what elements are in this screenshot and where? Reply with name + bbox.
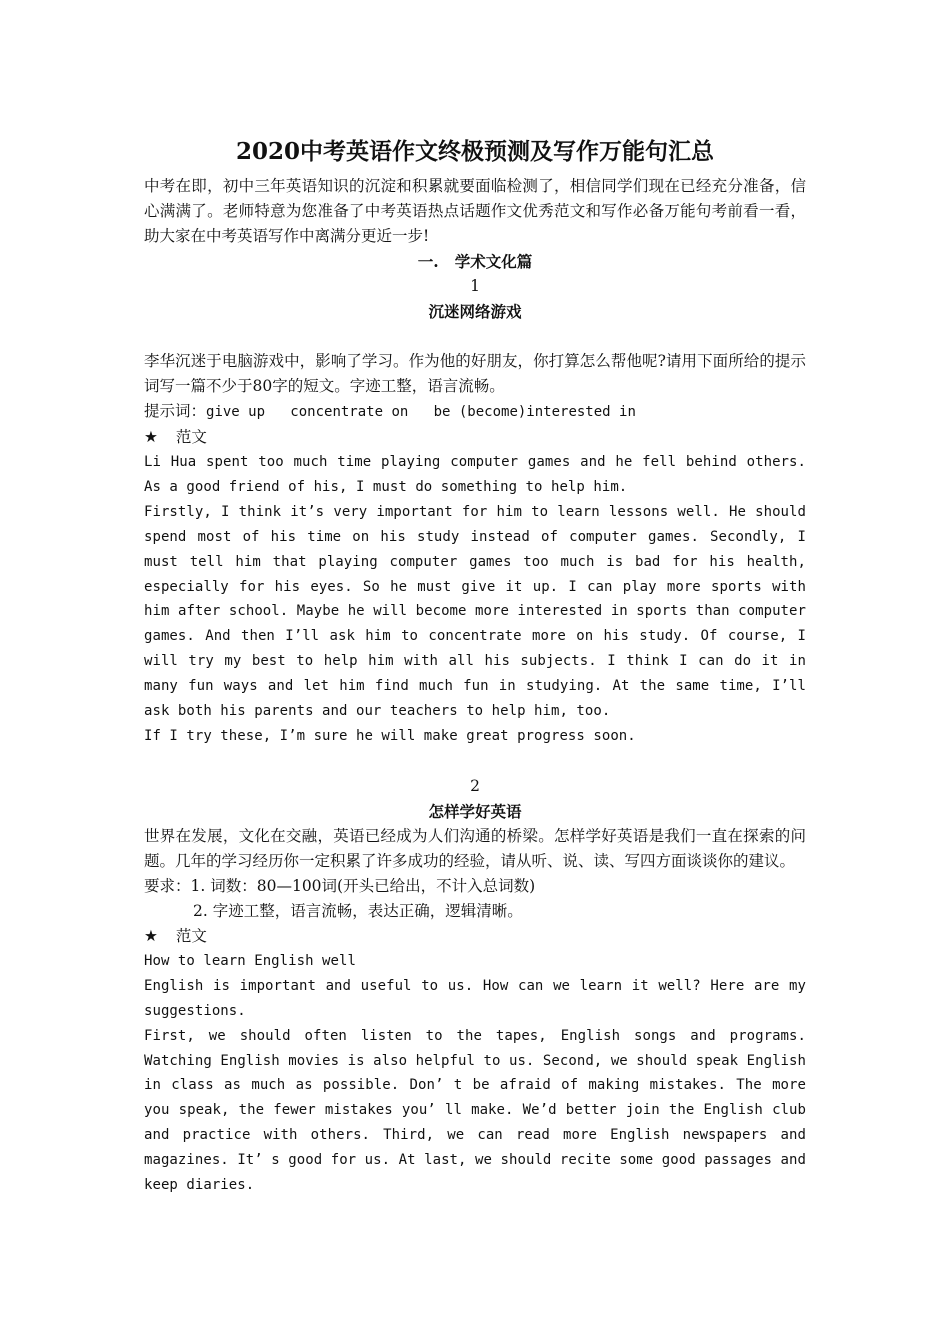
essay1-paragraph: If I try these, I’m sure he will make great progress soon. <box>144 727 636 744</box>
essay2-requirement: 2. 字迹工整，语言流畅，表达正确，逻辑清晰。 <box>193 901 523 920</box>
section-heading: 一. 学术文化篇 <box>417 252 533 271</box>
essay2-paragraph: English is important and useful to us. How can we learn it well? Here are my suggestions. <box>144 977 806 1019</box>
essay2-sample-heading <box>144 924 806 949</box>
essay2-paragraph: How to learn English well <box>144 952 356 969</box>
star-icon: ★ <box>144 428 158 446</box>
essay2-requirement <box>144 874 806 899</box>
sample-label: 范文 <box>175 926 207 945</box>
star-icon: ★ <box>144 926 158 945</box>
hint-label: 提示词： <box>144 402 207 420</box>
document-page <box>144 130 806 1198</box>
document-title: 2020中考英语作文终极预测及写作万能句汇总 <box>235 138 714 165</box>
sample-label: 范文 <box>175 428 207 446</box>
hint-words: give up concentrate on be (become)interested in <box>206 404 636 420</box>
essay1-paragraph: Firstly, I think it’s very important for him to learn lessons well. He should spend most of his time on his study instead of computer games. Secondly, I must tell him that playing computer games too much is bad for his health, especially for his eyes. So he must give it up. I can play more sports with him after school. Maybe he will become more interested in sports than computer games. And then I’ll ask him to concentrate more on his study. Of course, I will try my best to help him with all his subjects. I think I can do it in many fun ways and let him find much fun in studying. At the same time, I’ll ask both his parents and our teachers to help him, too. <box>144 503 806 720</box>
essay2-title: 怎样学好英语 <box>428 801 522 821</box>
essay1-number: 1 <box>470 277 480 295</box>
requirement-item: 1. 词数：80—100词(开头已给出，不计入总词数) <box>190 876 536 895</box>
essay2-number: 2 <box>470 776 480 795</box>
spacer <box>144 749 806 774</box>
essay1-hint <box>144 399 806 425</box>
essay1-sample-heading <box>144 425 806 450</box>
essay1-prompt: 李华沉迷于电脑游戏中，影响了学习。作为他的好朋友，你打算怎么帮他呢?请用下面所给的提示词写一篇不少于80字的短文。字迹工整，语言流畅。 <box>144 352 806 395</box>
essay1-paragraph: Li Hua spent too much time playing computer games and he fell behind others. As a good friend of his, I must do something to help him. <box>144 454 806 495</box>
essay1-title: 沉迷网络游戏 <box>428 302 522 321</box>
intro-paragraph: 中考在即，初中三年英语知识的沉淀和积累就要面临检测了，相信同学们现在已经充分准备，信心满满了。老师特意为您准备了中考英语热点话题作文优秀范文和写作必备万能句考前看一看，助大家在中考英语写作中离满分更近一步! <box>144 177 806 245</box>
essay2-prompt: 世界在发展，文化在交融，英语已经成为人们沟通的桥梁。怎样学好英语是我们一直在探索的问题。几年的学习经历你一定积累了许多成功的经验，请从听、说、读、写四方面谈谈你的建议。 <box>144 826 806 870</box>
requirement-label: 要求： <box>144 876 191 895</box>
spacer <box>144 324 806 349</box>
essay2-paragraph: First, we should often listen to the tapes, English songs and programs. Watching English movies is also helpful to us. Second, we should speak English in class as much as possible. Don’ t be afraid of making mistakes. The more you speak, the fewer mistakes you’ ll make. We’d better join the English club and practice with others. Third, we can read more English newspapers and magazines. It’ s good for us. At last, we should recite some good passages and keep diaries. <box>144 1027 806 1194</box>
